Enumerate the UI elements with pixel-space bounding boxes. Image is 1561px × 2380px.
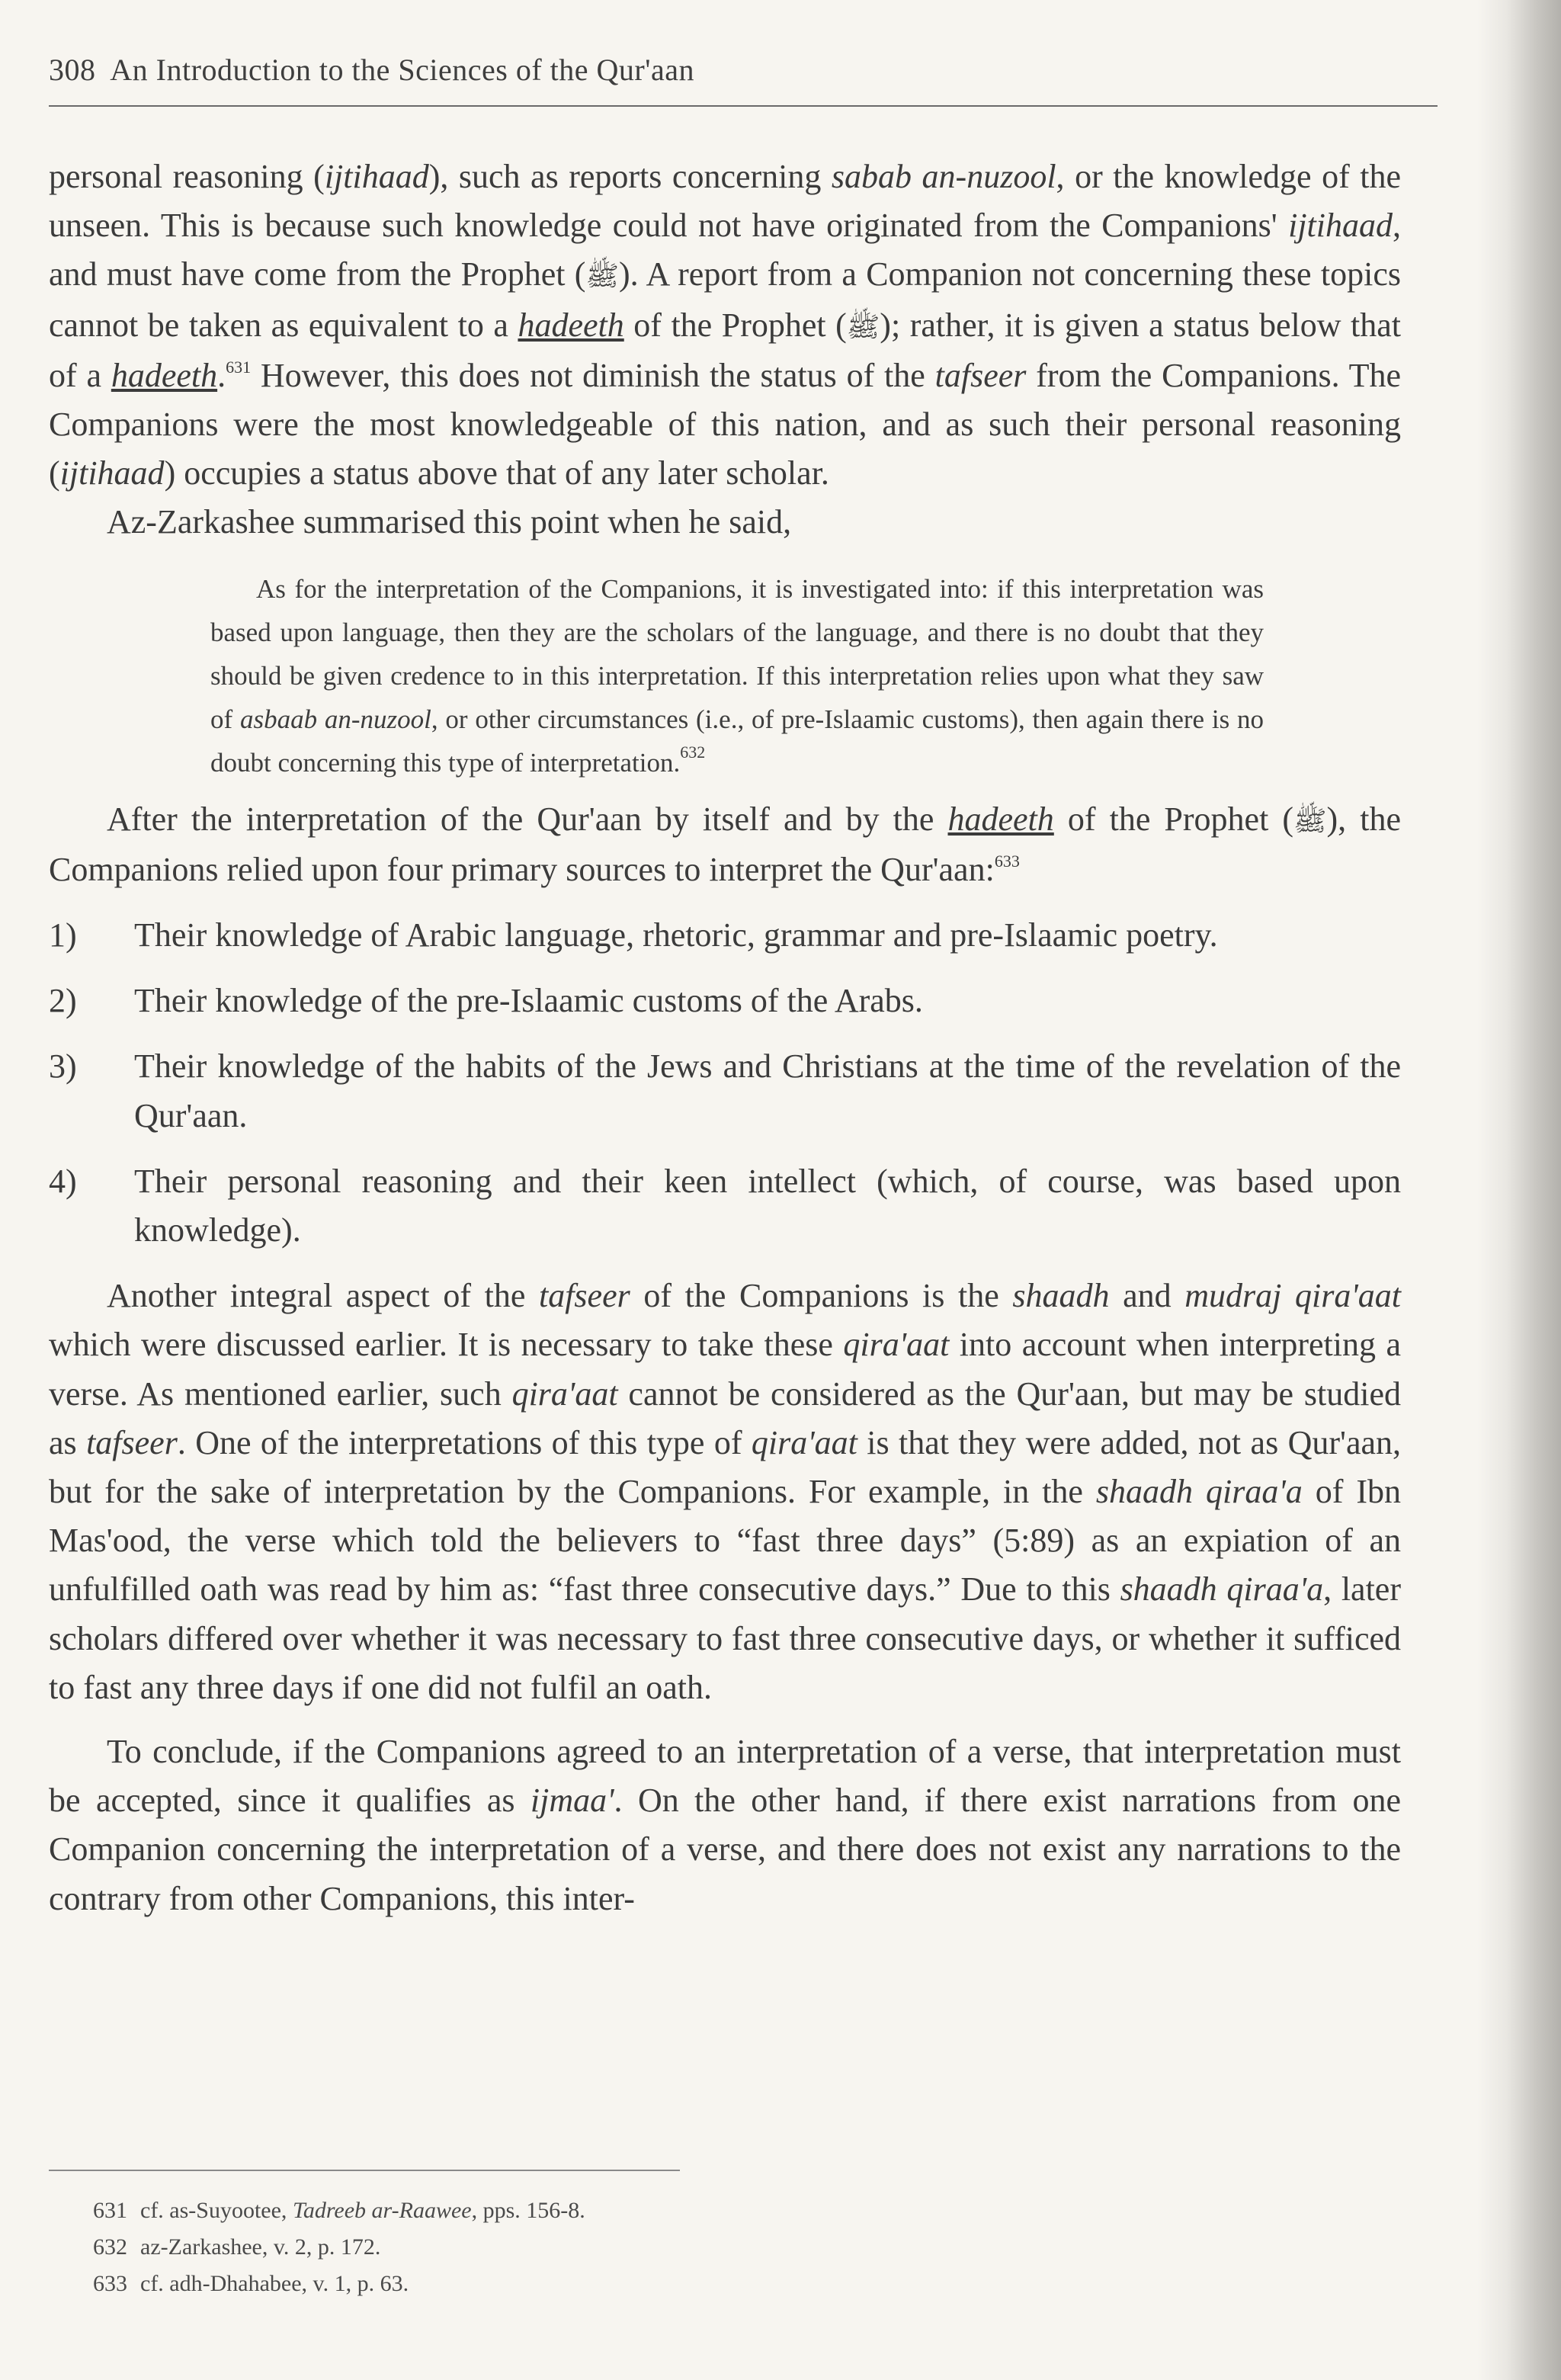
list-item: 2) Their knowledge of the pre-Islaamic customs of the Arabs. bbox=[49, 982, 923, 1020]
paragraph-4: Another integral aspect of the tafseer of the Companions is the shaadh and mudraj qira'aat which were discussed earlier. It is necessary to take these qira'aat into account when interpreting a verse. As mentioned earlier, such qira'aat cannot be considered as the Qur'aan, but may be studied as tafseer. One of the interpretations of this type of qira'aat is that they were added, not as Qur'aan, but for the sake of interpretation by the Companions. For example, in the shaadh qiraa'a of Ibn Mas'ood, the verse which told the believers to “fast three days” (5:89) as an expiation of an unfulfilled oath was read by him as: “fast three consecutive days.” Due to this shaadh qiraa'a, later scholars differed over whether it was necessary to fast three consecutive days, or whether it sufficed to fast any three days if one did not fulfil an oath. bbox=[49, 1277, 1402, 1706]
honorific-symbol: ﷺ bbox=[1293, 805, 1327, 836]
footnote-ref-633[interactable]: 633 bbox=[994, 851, 1020, 871]
page-number: 308 bbox=[49, 53, 96, 87]
header-rule bbox=[49, 105, 1438, 107]
footnote-632: 632 az-Zarkashee, v. 2, p. 172. bbox=[93, 2234, 381, 2260]
paragraph-2: Az-Zarkashee summarised this point when he said, bbox=[107, 503, 792, 541]
running-header bbox=[49, 52, 1438, 88]
honorific-symbol: ﷺ bbox=[585, 261, 619, 292]
list-item: 1) Their knowledge of Arabic language, rhetoric, grammar and pre-Islaamic poetry. bbox=[49, 916, 1218, 954]
paragraph-1: personal reasoning (ijtihaad), such as reports concerning sabab an-nuzool, or the knowledge of the unseen. This is because such knowledge could not have originated from the Companions' ijtihaad, and must have come from the Prophet (ﷺ). A report from a Companion not concerning these topics cannot be taken as equivalent to a hadeeth of the Prophet (ﷺ); rather, it is given a status below that of a hadeeth.$^{631}$ However, this does not diminish the status of the tafseer from the Companions. The Companions were the most knowledgeable of this nation, and as such their personal reasoning (ijtihaad) occupies a status above that of any later scholar. bbox=[49, 158, 1402, 492]
page-content bbox=[49, 152, 1401, 1923]
page-binding-shadow bbox=[1477, 0, 1561, 2380]
paragraph-3: After the interpretation of the Qur'aan by itself and by the hadeeth of the Prophet (ﷺ), the Companions relied upon four primary sources to interpret the Qur'aan:$^{633}$ bbox=[49, 800, 1402, 888]
footnote-ref-632[interactable]: 632 bbox=[680, 742, 706, 762]
list-item: 4) Their personal reasoning and their keen intellect (which, of course, was based upon knowledge). bbox=[49, 1162, 1401, 1249]
footnote-ref-631[interactable]: 631 bbox=[226, 357, 252, 377]
running-title: An Introduction to the Sciences of the Qur'aan bbox=[110, 53, 694, 87]
sources-list bbox=[49, 911, 1401, 1255]
block-quote: As for the interpretation of the Companions, it is investigated into: if this interpretation was based upon language, then they are the scholars of the language, and there is no doubt that they should be given credence to in this interpretation. If this interpretation relies upon what they saw of asbaab an-nuzool, or other circumstances (i.e., of pre-Islaamic customs), then again there is no doubt concerning this type of interpretation.$^{632}$ bbox=[210, 573, 1265, 778]
footnotes bbox=[93, 2192, 1084, 2302]
list-item: 3) Their knowledge of the habits of the Jews and Christians at the time of the revelation of the Qur'aan. bbox=[49, 1047, 1401, 1134]
footnote-633: 633 cf. adh-Dhahabee, v. 1, p. 63. bbox=[93, 2271, 409, 2296]
footnote-631: 631 cf. as-Suyootee, Tadreeb ar-Raawee, pps. 156-8. bbox=[93, 2198, 585, 2223]
honorific-symbol: ﷺ bbox=[846, 311, 880, 342]
paragraph-5: To conclude, if the Companions agreed to an interpretation of a verse, that interpretation must be accepted, since it qualifies as ijmaa'. On the other hand, if there exist narrations from one Companion concerning the interpretation of a verse, and there does not exist any narrations to the contrary from other Companions, this inter- bbox=[49, 1733, 1402, 1917]
footnote-rule bbox=[49, 2170, 680, 2171]
